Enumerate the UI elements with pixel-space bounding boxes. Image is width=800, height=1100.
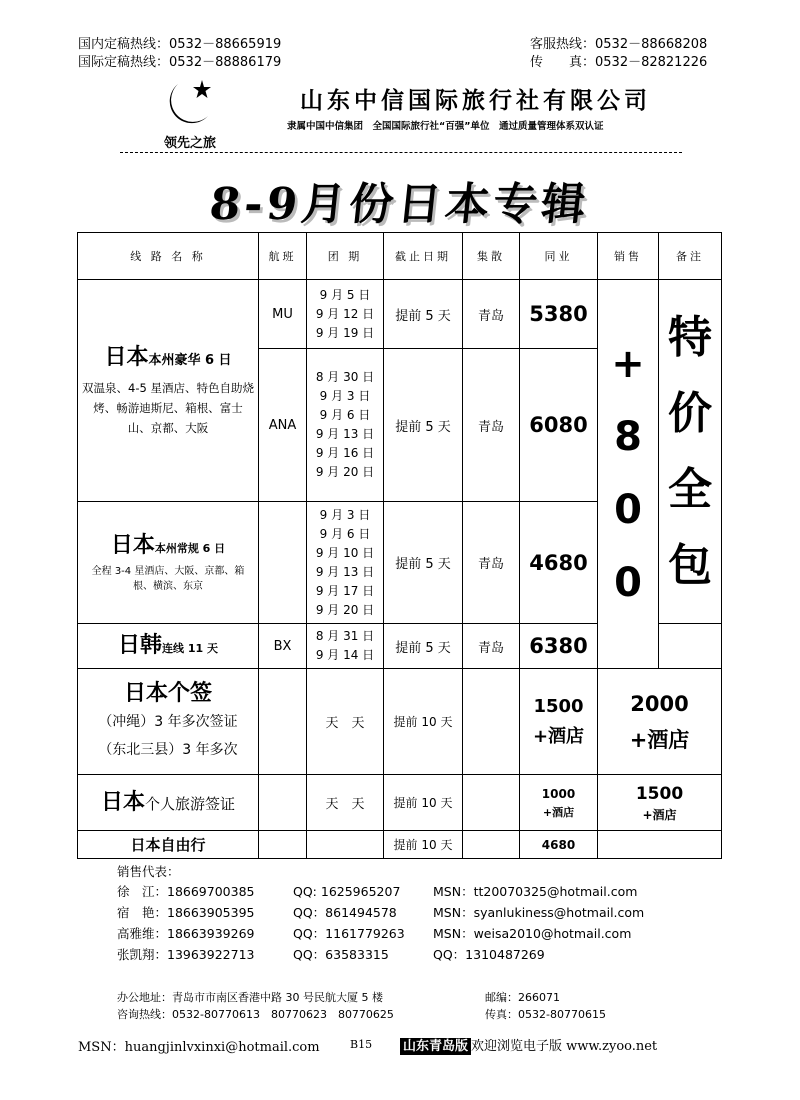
- special-all-inclusive: [659, 280, 722, 624]
- header-agent-price: 同业: [520, 233, 598, 280]
- tour-daily: 天 天: [307, 775, 384, 831]
- agent-price: 6380: [520, 624, 598, 669]
- rep-name-phone: 张凯翔：13963922713: [117, 947, 255, 962]
- header-departure: 集散: [463, 233, 520, 280]
- sales-reps-title: 销售代表：: [117, 864, 180, 879]
- tour-date: 8 月 30 日: [315, 370, 375, 384]
- departure-city: 青岛: [463, 349, 520, 502]
- sale-price: 1500: [635, 783, 684, 804]
- rep-qq-alt: QQ：1310487269: [433, 947, 545, 962]
- sale-char: +: [611, 341, 645, 387]
- sale-price: 2000: [630, 691, 689, 716]
- sale-price-cell: [598, 669, 722, 775]
- tour-dates: [307, 502, 384, 624]
- table-row: [78, 280, 722, 349]
- route-title: 日本: [104, 344, 149, 370]
- rep-msn[interactable]: MSN：syanlukiness@hotmail.com: [433, 905, 645, 920]
- departure-city: 青岛: [463, 280, 520, 349]
- header-deadline: 截止日期: [384, 233, 463, 280]
- agent-price: 5380: [520, 280, 598, 349]
- departure-empty: [463, 669, 520, 775]
- visa-description: （东北三县）3 年多次: [98, 742, 238, 759]
- departure-city: 青岛: [463, 502, 520, 624]
- header-divider: [120, 152, 682, 153]
- rep-msn[interactable]: MSN：weisa2010@hotmail.com: [433, 926, 632, 941]
- tour-dates: [307, 280, 384, 349]
- domestic-hotline: 国内定稿热线：0532－88665919: [78, 37, 282, 52]
- sale-price-cell: [598, 775, 722, 831]
- remark-empty: [659, 624, 722, 669]
- flight-code: [259, 502, 307, 624]
- deadline: 提前 10 天: [384, 775, 463, 831]
- deadline: 提前 10 天: [384, 831, 463, 859]
- deadline: 提前 5 天: [384, 280, 463, 349]
- sales-reps-list: [117, 881, 737, 965]
- tour-date: 9 月 3 日: [319, 507, 371, 522]
- tour-date: 9 月 16 日: [315, 446, 375, 460]
- agent-price: 1000: [541, 786, 576, 801]
- agent-price-cell: [520, 669, 598, 775]
- footer-msn[interactable]: MSN：huangjinlvxinxi@hotmail.com: [78, 1040, 320, 1055]
- route-japan-korea: [78, 624, 259, 669]
- sales-plus-800: [598, 280, 659, 669]
- header-route: 线 路 名 称: [78, 233, 259, 280]
- header-flight: 航班: [259, 233, 307, 280]
- route-standard-6d: [78, 502, 259, 624]
- route-deluxe-6d: [78, 280, 259, 502]
- tour-empty: [307, 831, 384, 859]
- tour-date: 9 月 13 日: [315, 564, 375, 579]
- website-link[interactable]: 欢迎浏览电子版 www.zyoo.net: [471, 1039, 658, 1054]
- agent-price: 6080: [520, 349, 598, 502]
- deadline: 提前 5 天: [384, 624, 463, 669]
- deadline: 提前 5 天: [384, 349, 463, 502]
- page-number: B15: [350, 1038, 373, 1051]
- service-hotline: 客服热线：0532－88668208: [530, 37, 708, 52]
- tour-dates: [307, 624, 384, 669]
- edition-badge: 山东青岛版: [400, 1038, 471, 1055]
- tour-date: 9 月 17 日: [315, 583, 375, 598]
- departure-empty: [463, 775, 520, 831]
- footer-edition: [400, 1035, 657, 1054]
- header-remark: 备注: [659, 233, 722, 280]
- rep-qq: QQ：861494578: [293, 905, 397, 920]
- route-subtitle: 本州常规 6 日: [154, 541, 226, 555]
- flight-code: ANA: [259, 349, 307, 502]
- table-row: [78, 669, 722, 775]
- table-row: [78, 775, 722, 831]
- flight-empty: [259, 775, 307, 831]
- route-subtitle: 连线 11 天: [162, 642, 218, 656]
- tour-date: 9 月 6 日: [319, 526, 371, 541]
- remark-char: 特: [668, 311, 712, 363]
- deadline: 提前 10 天: [384, 669, 463, 775]
- rep-name-phone: 徐 江：18669700385: [117, 884, 255, 899]
- remark-char: 包: [668, 539, 712, 591]
- fax-number: 传 真：0532－82821226: [530, 55, 708, 70]
- logo-text: 领先之旅: [163, 136, 216, 151]
- flight-code: BX: [259, 624, 307, 669]
- visa-subtitle: 个人旅游签证: [145, 794, 236, 813]
- visa-title: 日本: [100, 789, 145, 815]
- company-subtitle: 隶属中国中信集团 全国国际旅行社“百强”单位 通过质量管理体系双认证: [287, 121, 604, 132]
- route-table: [77, 232, 722, 859]
- agent-price-cell: [520, 775, 598, 831]
- sale-note: +酒店: [629, 727, 690, 752]
- tour-date: 9 月 3 日: [319, 389, 371, 403]
- sale-empty: [598, 831, 722, 859]
- free-travel: 日本自由行: [78, 831, 259, 859]
- route-subtitle: 本州豪华 6 日: [148, 352, 232, 368]
- sale-char: 8: [614, 414, 642, 460]
- rep-qq: QQ: 1625965207: [293, 884, 401, 899]
- tour-dates: [307, 349, 384, 502]
- tour-date: 9 月 20 日: [315, 465, 375, 479]
- deadline: 提前 5 天: [384, 502, 463, 624]
- page-title: 8-9月份日本专辑: [207, 179, 592, 230]
- contact-fax: 传真：0532-80770615: [485, 1008, 606, 1021]
- tour-date: 8 月 31 日: [315, 629, 375, 643]
- table-header-row: [78, 233, 722, 280]
- tour-date: 9 月 13 日: [315, 427, 375, 441]
- tour-date: 9 月 19 日: [315, 325, 375, 340]
- list-item: [117, 902, 737, 923]
- agent-price: 4680: [520, 831, 598, 859]
- rep-name-phone: 宿 艳：18663905395: [117, 905, 255, 920]
- tour-date: 9 月 10 日: [315, 545, 375, 560]
- visa-personal-tour: [78, 775, 259, 831]
- tour-date: 9 月 12 日: [315, 306, 375, 321]
- visa-individual-3yr: [78, 669, 259, 775]
- tour-date: 9 月 5 日: [319, 287, 371, 302]
- list-item: [117, 881, 737, 902]
- visa-description: （冲绳）3 年多次签证: [98, 714, 238, 731]
- departure-city: 青岛: [463, 624, 520, 669]
- consult-hotline: 咨询热线：0532-80770613 80770623 80770625: [117, 1008, 394, 1021]
- route-description: 全程 3-4 星酒店、大阪、京都、箱根、横滨、东京: [91, 566, 245, 593]
- rep-qq: QQ：1161779263: [293, 926, 405, 941]
- route-description: 双温泉、4-5 星酒店、特色自助烧烤、畅游迪斯尼、箱根、富士山、京都、大阪: [82, 381, 254, 436]
- list-item: [117, 923, 737, 944]
- flight-empty: [259, 831, 307, 859]
- sale-char: 0: [614, 560, 642, 606]
- list-item: [117, 944, 737, 965]
- tour-date: 9 月 14 日: [315, 648, 375, 662]
- agent-price: 1500: [533, 695, 584, 717]
- remark-char: 全: [668, 463, 712, 515]
- flight-code: MU: [259, 280, 307, 349]
- tour-date: 9 月 20 日: [315, 602, 375, 617]
- price-note: +酒店: [542, 805, 575, 819]
- sale-note: +酒店: [642, 807, 677, 822]
- office-address: 办公地址：青岛市市南区香港中路 30 号民航大厦 5 楼: [117, 991, 383, 1004]
- header-tour-date: 团 期: [307, 233, 384, 280]
- company-name: 山东中信国际旅行社有限公司: [300, 87, 651, 114]
- tour-daily: 天 天: [307, 669, 384, 775]
- price-note: +酒店: [532, 725, 585, 747]
- table-row: [78, 831, 722, 859]
- company-logo: [150, 78, 230, 151]
- route-title: 日本: [110, 532, 155, 558]
- route-title: 日韩: [118, 633, 163, 659]
- rep-msn[interactable]: MSN：tt20070325@hotmail.com: [433, 884, 638, 899]
- sale-char: 0: [614, 487, 642, 533]
- tour-date: 9 月 6 日: [319, 408, 371, 422]
- intl-hotline: 国际定稿热线：0532－88886179: [78, 55, 282, 70]
- visa-title: 日本个签: [123, 680, 212, 706]
- departure-empty: [463, 831, 520, 859]
- flight-empty: [259, 669, 307, 775]
- moon-star-icon: [150, 78, 230, 130]
- rep-name-phone: 高雅维：18663939269: [117, 926, 255, 941]
- postcode: 邮编：266071: [485, 991, 560, 1004]
- rep-qq: QQ：63583315: [293, 947, 389, 962]
- header-sale-price: 销售: [598, 233, 659, 280]
- agent-price: 4680: [520, 502, 598, 624]
- remark-char: 价: [668, 387, 712, 439]
